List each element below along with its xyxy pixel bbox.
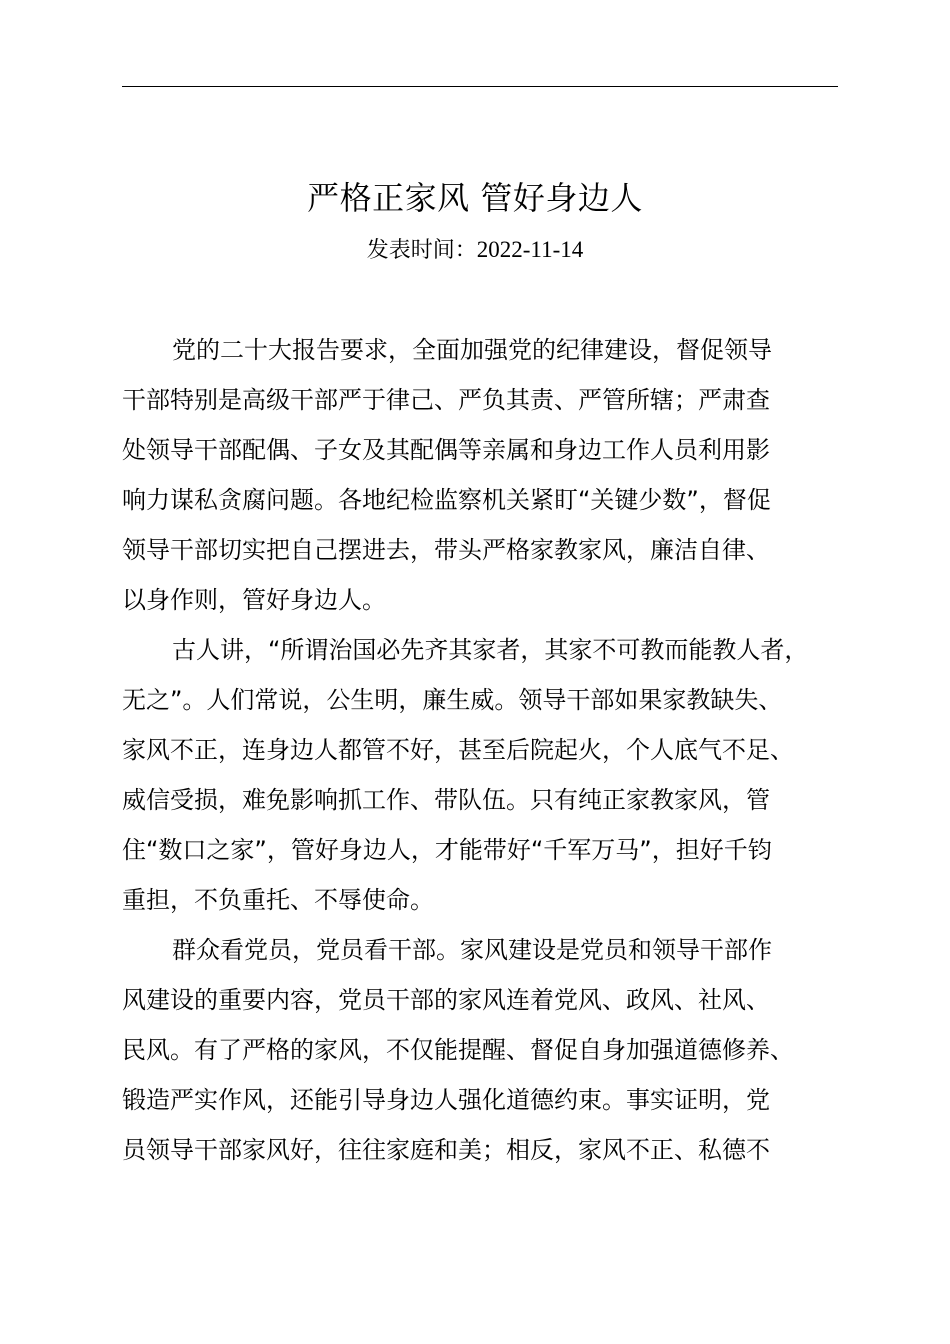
- paragraph-line: 古人讲，“所谓治国必先齐其家者，其家不可教而能教人者，: [172, 636, 809, 664]
- paragraph-line: 重担，不负重托、不辱使命。: [122, 886, 434, 914]
- paragraph-line: 风建设的重要内容，党员干部的家风连着党风、政风、社风、: [122, 986, 770, 1014]
- publish-date-line: [0, 234, 950, 267]
- paragraph-line: 员领导干部家风好，往往家庭和美；相反，家风不正、私德不: [122, 1136, 770, 1164]
- paragraph-line: 住“数口之家”，管好身边人，才能带好“千军万马”，担好千钧: [122, 836, 772, 864]
- header-rule: [122, 86, 838, 87]
- paragraph-line: 锻造严实作风，还能引导身边人强化道德约束。事实证明，党: [122, 1086, 770, 1114]
- paragraph-line: 民风。有了严格的家风，不仅能提醒、督促自身加强道德修养、: [122, 1036, 794, 1064]
- paragraph-line: 无之”。人们常说，公生明，廉生威。领导干部如果家教缺失、: [122, 686, 783, 714]
- article-title: 严格正家风 管好身边人: [307, 179, 643, 217]
- article-body: [122, 330, 852, 1180]
- paragraph-line: 以身作则，管好身边人。: [122, 586, 386, 614]
- paragraph-line: 处领导干部配偶、子女及其配偶等亲属和身边工作人员利用影: [122, 436, 770, 464]
- paragraph-line: 群众看党员，党员看干部。家风建设是党员和领导干部作: [172, 936, 772, 964]
- publish-date-value: 2022-11-14: [476, 237, 584, 262]
- paragraph-line: 家风不正，连身边人都管不好，甚至后院起火，个人底气不足、: [122, 736, 794, 764]
- publish-date-label: 发表时间：: [366, 238, 477, 263]
- paragraph-line: 威信受损，难免影响抓工作、带队伍。只有纯正家教家风，管: [122, 786, 770, 814]
- paragraph-line: 党的二十大报告要求，全面加强党的纪律建设，督促领导: [172, 336, 772, 364]
- paragraph-line: 领导干部切实把自己摆进去，带头严格家教家风，廉洁自律、: [122, 536, 770, 564]
- paragraph-line: 响力谋私贪腐问题。各地纪检监察机关紧盯“关键少数”，督促: [122, 486, 771, 514]
- paragraph-line: 干部特别是高级干部严于律己、严负其责、严管所辖；严肃查: [122, 386, 770, 414]
